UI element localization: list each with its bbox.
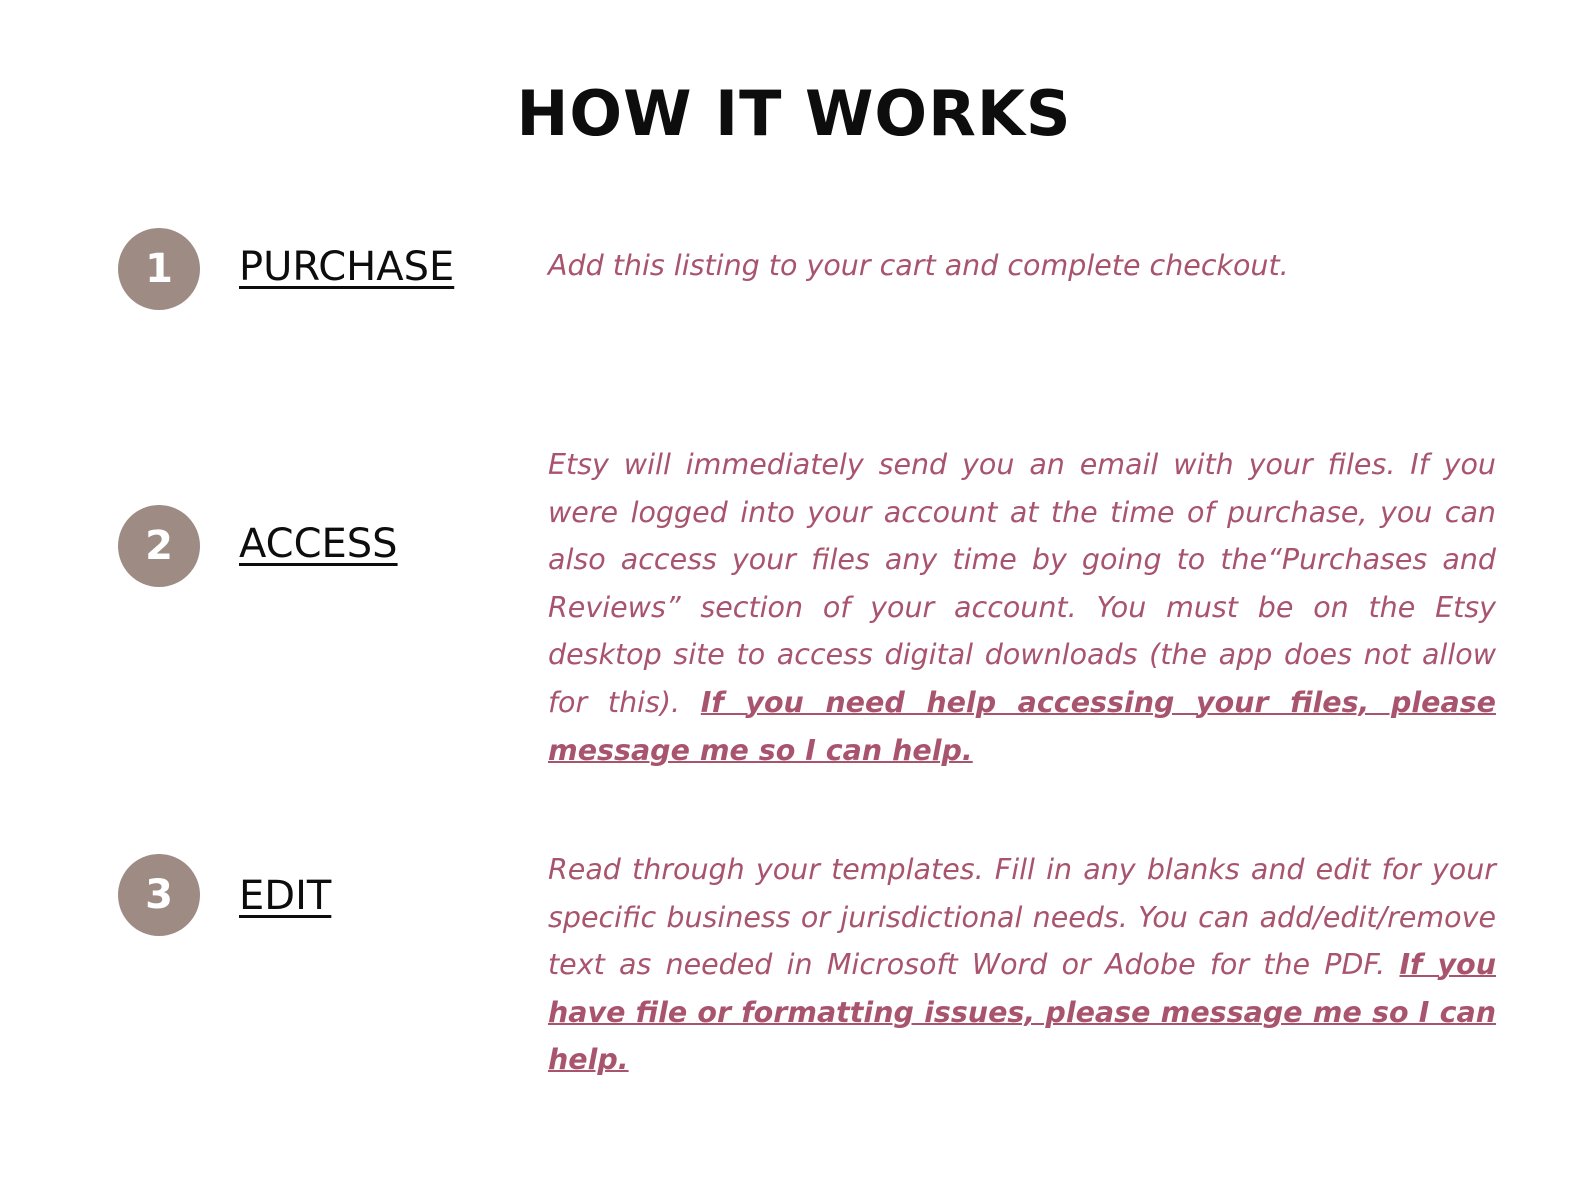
step-number-badge: 2 xyxy=(118,505,200,587)
step-label-access: ACCESS xyxy=(239,521,398,567)
help-message-link[interactable]: If you need help accessing your files, please message me so I can help. xyxy=(548,685,1496,767)
step-number-badge: 1 xyxy=(118,228,200,310)
help-message-link[interactable]: If you have file or formatting issues, please message me so I can help. xyxy=(548,948,1497,1077)
description-text: Etsy will immediately send you an email with your files. If you were logged into your account at the time of purchase, you can also access your files any time by going to the“Purchases and Reviews” section of your account. You must be on the Etsy desktop site to access digital downloads (the app does not allow for this). xyxy=(548,448,1496,719)
step-description-edit xyxy=(548,846,1496,1084)
step-description-purchase xyxy=(548,242,1496,290)
step-label-edit: EDIT xyxy=(239,873,332,919)
step-description-access xyxy=(548,441,1496,774)
step-number-badge: 3 xyxy=(118,854,200,936)
description-text: Read through your templates. Fill in any blanks and edit for your specific business or jurisdictional needs. You can add/edit/remove text as needed in Microsoft Word or Adobe for the PDF. xyxy=(548,853,1496,982)
description-text: Add this listing to your cart and complete checkout. xyxy=(548,249,1289,282)
step-label-purchase: PURCHASE xyxy=(239,244,455,290)
page-title: HOW IT WORKS xyxy=(516,77,1072,150)
